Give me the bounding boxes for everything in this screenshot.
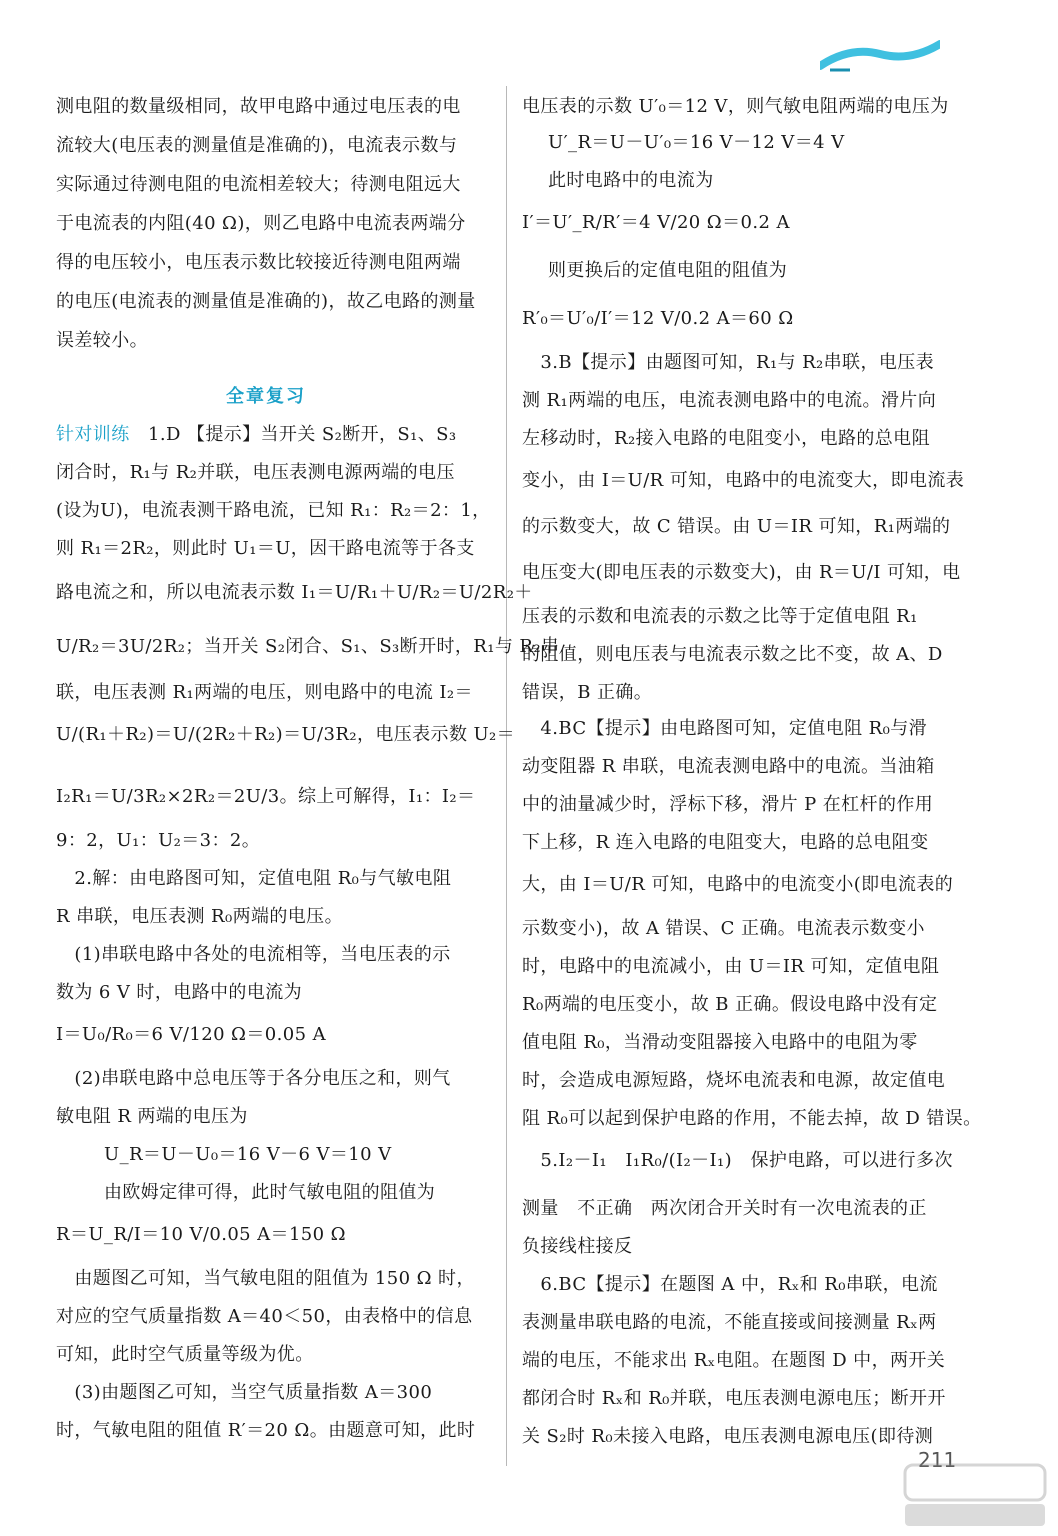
right-column-line: 示数变小)，故 A 错误、C 正确。电流表示数变小 [522, 918, 925, 939]
left-column-line: 的电压(电流表的测量值是准确的)，故乙电路的测量 [56, 291, 476, 312]
left-column-line: 数为 6 V 时，电路中的电流为 [56, 982, 303, 1003]
right-column-line: 电压表的示数 U′₀＝12 V，则气敏电阻两端的电压为 [522, 96, 949, 117]
left-column-line: 9：2，U₁：U₂＝3：2。 [56, 830, 261, 851]
left-column-line: 由欧姆定律可得，此时气敏电阻的阻值为 [104, 1182, 436, 1203]
right-column-line: 时，电路中的电流减小，由 U＝IR 可知，定值电阻 [522, 956, 940, 977]
left-column-line: (2)串联电路中总电压等于各分电压之和，则气 [56, 1068, 451, 1089]
left-column-line: U/R₂＝3U/2R₂；当开关 S₂闭合、S₁、S₃断开时，R₁与 R₂串 [56, 636, 560, 657]
left-column-line: 闭合时，R₁与 R₂并联，电压表测电源两端的电压 [56, 462, 455, 483]
left-column-line: (设为U)，电流表测干路电流，已知 R₁：R₂＝2：1， [56, 500, 491, 521]
right-column-line: 测量 不正确 两次闭合开关时有一次电流表的正 [522, 1198, 927, 1219]
right-column-line: 压表的示数和电流表的示数之比等于定值电阻 R₁ [522, 606, 918, 627]
page-number: 211 [918, 1448, 957, 1472]
watermark-logo [900, 1460, 1050, 1530]
left-column-line: 于电流表的内阻(40 Ω)，则乙电路中电流表两端分 [56, 213, 466, 234]
left-column-line: 联，电压表测 R₁两端的电压，则电路中的电流 I₂＝ [56, 682, 473, 703]
left-column-line: U/(R₁＋R₂)＝U/(2R₂＋R₂)＝U/3R₂，电压表示数 U₂＝ [56, 724, 516, 745]
left-column-line: 时，气敏电阻的阻值 R′＝20 Ω。由题意可知，此时 [56, 1420, 476, 1441]
right-column-line: 都闭合时 Rₓ和 R₀并联，电压表测电源电压；断开开 [522, 1388, 946, 1409]
left-column-line: (3)由题图乙可知，当空气质量指数 A＝300 [56, 1382, 433, 1403]
left-column-line: I＝U₀/R₀＝6 V/120 Ω＝0.05 A [56, 1024, 326, 1045]
left-column-line: 全章复习 [226, 386, 306, 407]
left-column-line: 误差较小。 [56, 330, 148, 351]
exercise-tag: 针对训练 [56, 424, 130, 445]
right-column-line: I′＝U′_R/R′＝4 V/20 Ω＝0.2 A [522, 212, 790, 233]
left-column-line: 针对训练 1.D 【提示】当开关 S₂断开，S₁、S₃ [56, 424, 457, 445]
right-column-line: 6.BC【提示】在题图 A 中，Rₓ和 R₀串联，电流 [522, 1274, 938, 1295]
left-column-line: 可知，此时空气质量等级为优。 [56, 1344, 314, 1365]
left-column-line: 实际通过待测电阻的电流相差较大；待测电阻远大 [56, 174, 461, 195]
right-column-line: 中的油量减少时，浮标下移，滑片 P 在杠杆的作用 [522, 794, 934, 815]
right-column-line: 测 R₁两端的电压，电流表测电路中的电流。滑片向 [522, 390, 937, 411]
left-column-line: 得的电压较小，电压表示数比较接近待测电阻两端 [56, 252, 461, 273]
right-column-line: 关 S₂时 R₀未接入电路，电压表测电源电压(即待测 [522, 1426, 934, 1447]
right-column-line: 则更换后的定值电阻的阻值为 [548, 260, 788, 281]
left-column-line: 敏电阻 R 两端的电压为 [56, 1106, 248, 1127]
right-column-line: 变小，由 I＝U/R 可知，电路中的电流变大，即电流表 [522, 470, 965, 491]
left-column-line: I₂R₁＝U/3R₂×2R₂＝2U/3。综上可解得，I₁：I₂＝ [56, 786, 476, 807]
right-column-line: 阻 R₀可以起到保护电路的作用，不能去掉，故 D 错误。 [522, 1108, 982, 1129]
left-column-line: (1)串联电路中各处的电流相等，当电压表的示 [56, 944, 451, 965]
left-column-line: 由题图乙可知，当气敏电阻的阻值为 150 Ω 时， [56, 1268, 475, 1289]
right-column-line: 5.I₂－I₁ I₁R₀/(I₂－I₁) 保护电路，可以进行多次 [522, 1150, 953, 1171]
header-wave-decoration [820, 36, 940, 76]
right-column-line: 动变阻器 R 串联，电流表测电路中的电流。当油箱 [522, 756, 935, 777]
right-column-line: 时，会造成电源短路，烧坏电流表和电源，故定值电 [522, 1070, 946, 1091]
left-column-line: 流较大(电压表的测量值是准确的)，电流表示数与 [56, 135, 458, 156]
right-column-line: 的阻值，则电压表与电流表示数之比不变，故 A、D [522, 644, 943, 665]
right-column-line: 4.BC【提示】由电路图可知，定值电阻 R₀与滑 [522, 718, 927, 739]
left-column-line: U_R＝U－U₀＝16 V－6 V＝10 V [104, 1144, 392, 1165]
right-column-line: 值电阻 R₀，当滑动变阻器接入电路中的电阻为零 [522, 1032, 918, 1053]
right-column-line: 错误，B 正确。 [522, 682, 653, 703]
right-column-line: 下上移，R 连入电路的电阻变大，电路的总电阻变 [522, 832, 929, 853]
right-column-line: 左移动时，R₂接入电路的电阻变小，电路的总电阻 [522, 428, 930, 449]
left-column-line: 测电阻的数量级相同，故甲电路中通过电压表的电 [56, 96, 461, 117]
left-column-line: 对应的空气质量指数 A＝40＜50，由表格中的信息 [56, 1306, 473, 1327]
right-column-line: 的示数变大，故 C 错误。由 U＝IR 可知，R₁两端的 [522, 516, 951, 537]
right-column-line: 表测量串联电路的电流，不能直接或间接测量 Rₓ两 [522, 1312, 937, 1333]
left-column-line: 则 R₁＝2R₂，则此时 U₁＝U，因干路电流等于各支 [56, 538, 475, 559]
right-column-line: 大，由 I＝U/R 可知，电路中的电流变小(即电流表的 [522, 874, 954, 895]
column-divider [506, 86, 507, 1466]
right-column-line: U′_R＝U－U′₀＝16 V－12 V＝4 V [548, 132, 845, 153]
left-column-line: R＝U_R/I＝10 V/0.05 A＝150 Ω [56, 1224, 346, 1245]
left-column-line: R 串联，电压表测 R₀两端的电压。 [56, 906, 343, 927]
right-column-line: 3.B【提示】由题图可知，R₁与 R₂串联，电压表 [522, 352, 935, 373]
right-column-line: 端的电压，不能求出 Rₓ电阻。在题图 D 中，两开关 [522, 1350, 946, 1371]
left-column-line: 2.解：由电路图可知，定值电阻 R₀与气敏电阻 [56, 868, 452, 889]
right-column-line: 负接线柱接反 [522, 1236, 633, 1257]
right-column-line: 此时电路中的电流为 [548, 170, 714, 191]
right-column-line: R₀两端的电压变小，故 B 正确。假设电路中没有定 [522, 994, 938, 1015]
right-column-line: R′₀＝U′₀/I′＝12 V/0.2 A＝60 Ω [522, 308, 794, 329]
left-column-line: 路电流之和，所以电流表示数 I₁＝U/R₁＋U/R₂＝U/2R₂＋ [56, 582, 533, 603]
right-column-line: 电压变大(即电压表的示数变大)，由 R＝U/I 可知，电 [522, 562, 961, 583]
